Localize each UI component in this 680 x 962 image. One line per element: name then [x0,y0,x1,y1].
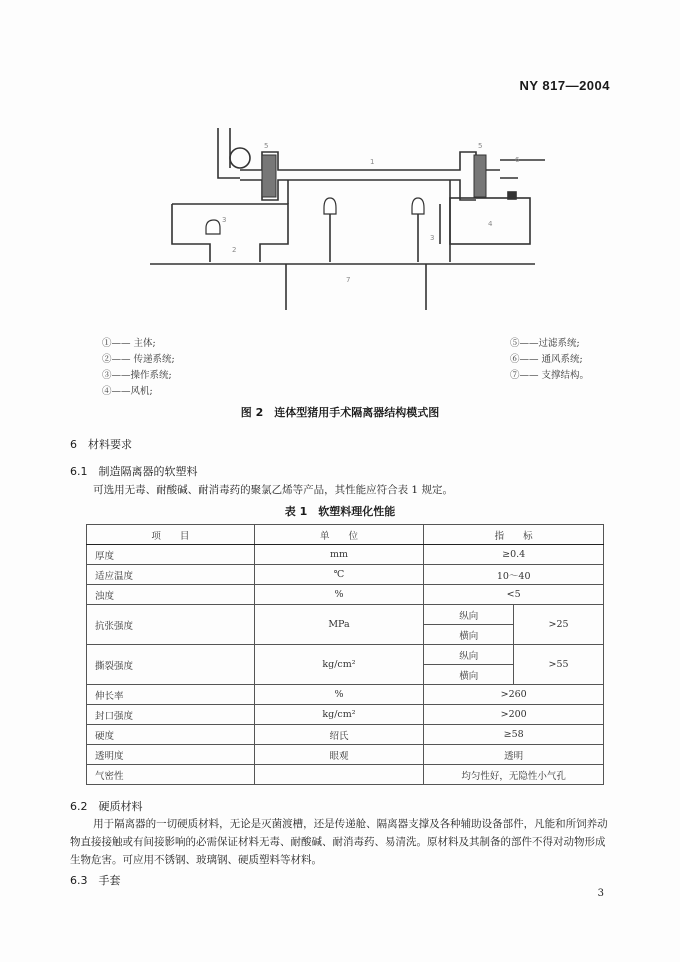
table-cell: 眼观 [254,745,424,765]
table-row [87,705,604,725]
diagram-label-6: 6 [515,156,520,164]
table-cell: 绍氏 [254,725,424,745]
table-row [87,645,604,665]
table-header: 指 标 [424,525,604,545]
legend-item: ⑥—— 通风系统; [510,354,583,365]
section-6-1-text: 可选用无毒、耐酸碱、耐消毒药的聚氯乙烯等产品，其性能应符合表 1 规定。 [93,484,453,496]
legend-item: ④——风机; [102,386,153,397]
diagram-label-1: 1 [370,158,375,166]
table-cell: 抗张强度 [87,605,255,645]
table-cell: 均匀性好，无隐性小气孔 [424,765,604,785]
page-number: 3 [597,888,604,899]
table-cell: >260 [424,685,604,705]
isolator-structure-diagram [0,0,680,330]
table-cell: 撕裂强度 [87,645,255,685]
table-cell: ≥0.4 [424,545,604,565]
diagram-label-5: 5 [264,142,269,150]
legend-right [510,336,589,384]
table-header-row [87,525,604,545]
table-cell: >25 [514,605,604,645]
legend-item: ③——操作系统; [102,370,172,381]
diagram-label-3b: 3 [430,234,435,242]
table-cell: 横向 [424,625,514,645]
table-cell: 硬度 [87,725,255,745]
table-row [87,685,604,705]
diagram-label-2: 2 [232,246,237,254]
table-header: 单 位 [254,525,424,545]
legend-item: ②—— 传递系统; [102,354,175,365]
table-cell: 适应温度 [87,565,255,585]
table-cell: >200 [424,705,604,725]
table-cell: 透明 [424,745,604,765]
table-cell: % [254,585,424,605]
legend-item: ⑤——过滤系统; [510,338,580,349]
table-cell: 纵向 [424,605,514,625]
standard-code: NY 817—2004 [519,78,610,93]
table-row [87,765,604,785]
table-cell: <5 [424,585,604,605]
section-6-1-heading: 6.1 制造隔离器的软塑料 [70,465,198,478]
table-cell: 厚度 [87,545,255,565]
table-cell: 封口强度 [87,705,255,725]
table-caption: 表 1 软塑料理化性能 [284,505,396,518]
diagram-label-5b: 5 [478,142,483,150]
table-cell: 纵向 [424,645,514,665]
table-cell: kg/cm² [254,645,424,685]
table-cell: % [254,685,424,705]
table-row [87,605,604,625]
section-6-3-heading: 6.3 手套 [70,874,121,887]
table-cell: ℃ [254,565,424,585]
table-cell [254,765,424,785]
table-row [87,585,604,605]
table-cell: 伸长率 [87,685,255,705]
table-cell: >55 [514,645,604,685]
table-cell: 10～40 [424,565,604,585]
table-header: 项 目 [87,525,255,545]
table-cell: MPa [254,605,424,645]
section-6-2-heading: 6.2 硬质材料 [70,800,143,813]
table-cell: kg/cm² [254,705,424,725]
diagram-label-4: 4 [488,220,493,228]
table-cell: 浊度 [87,585,255,605]
table-cell: 透明度 [87,745,255,765]
section-6-heading: 6 材料要求 [70,438,132,451]
section-6-2-text: 用于隔离器的一切硬质材料，无论是灭菌渡槽，还是传递舱、隔离器支撑及各种辅助设备部件，凡能和所饲养动物直接接触或有间接影响的必需保证材料无毒、耐酸碱、耐消毒药、易清洗。原材料及其制备的部件不得对动物形成生物危害。可应用不锈钢、玻璃钢、硬质塑料等材料。 [70,818,608,866]
table-row [87,565,604,585]
table-row [87,545,604,565]
table-row [87,745,604,765]
table-row [87,725,604,745]
legend-item: ⑦—— 支撑结构。 [510,370,590,381]
figure-caption: 图 2 连体型猪用手术隔离器结构模式图 [240,406,440,419]
table-cell: 气密性 [87,765,255,785]
diagram-label-7: 7 [346,276,351,284]
diagram-label-3: 3 [222,216,227,224]
table-cell: 横向 [424,665,514,685]
table-cell: mm [254,545,424,565]
table-cell: ≥58 [424,725,604,745]
legend-left [102,336,175,400]
legend-item: ①—— 主体; [102,338,156,349]
properties-table [86,524,604,785]
